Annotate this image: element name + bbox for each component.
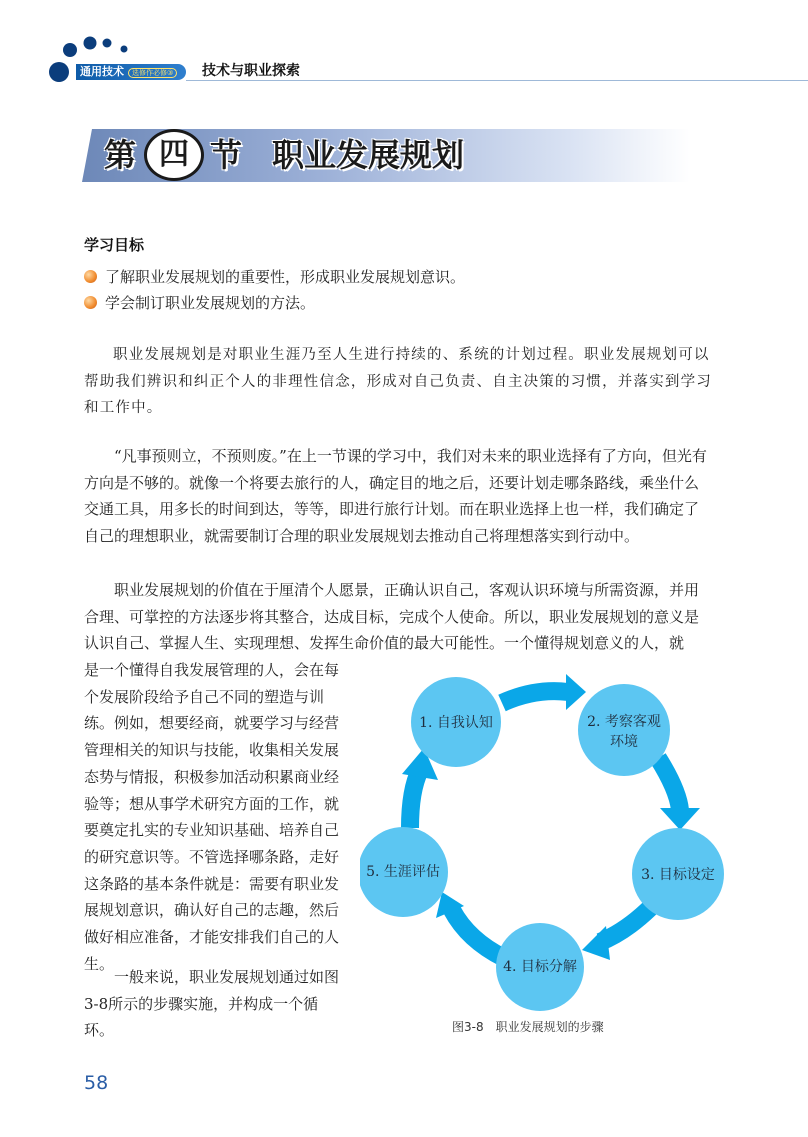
goal-item bbox=[84, 292, 315, 313]
diagram-node-2 bbox=[578, 684, 670, 776]
header-series bbox=[80, 64, 177, 81]
diagram-node-3 bbox=[632, 828, 724, 920]
header-book-title: 技术与职业探索 bbox=[202, 63, 300, 79]
header-series-sub: 选修作必修③ bbox=[128, 68, 177, 78]
node-label: 2. 考察客观 bbox=[587, 714, 661, 730]
arrow-2-to-3-head bbox=[660, 808, 700, 830]
arrow-2-to-3 bbox=[658, 758, 680, 810]
node-label: 1. 自我认知 bbox=[419, 715, 493, 731]
header-divider bbox=[186, 80, 808, 81]
cycle-diagram bbox=[360, 670, 730, 1015]
body-paragraph-2: 职业发展规划的价值在于厘清个人愿景，正确认识自己，客观认识环境与所需资源，并用合理、可掌控的方法逐步将其整合，达成目标，完成个人使命。所以，职业发展规划的意义是认识自己、掌握人生、实现理想、发挥生命价值的最大可能性。一个懂得规划意义的人，就 bbox=[84, 581, 700, 653]
goal-text: 了解职业发展规划的重要性，形成职业发展规划意识。 bbox=[105, 268, 466, 286]
header-series-title: 通用技术 bbox=[80, 65, 124, 78]
diagram-node-1 bbox=[411, 677, 501, 767]
page-number: 58 bbox=[84, 1072, 109, 1094]
banner-number: 四 bbox=[159, 137, 189, 172]
bullet-dot-icon bbox=[84, 296, 97, 309]
diagram-node-4 bbox=[496, 923, 584, 1011]
banner-suffix: 节 bbox=[210, 136, 243, 174]
node-label-line2: 环境 bbox=[610, 734, 638, 750]
goal-text: 学会制订职业发展规划的方法。 bbox=[105, 294, 316, 312]
intro-paragraph: 职业发展规划是对职业生涯乃至人生进行持续的、系统的计划过程。职业发展规划可以帮助我们辨识和纠正个人的非理性信念，形成对自己负责、自主决策的习惯，并落实到学习和工作中。 bbox=[84, 347, 712, 416]
node-label: 3. 目标设定 bbox=[641, 867, 715, 883]
body-paragraph-1: “凡事预则立，不预则废。”在上一节课的学习中，我们对未来的职业选择有了方向，但光有方向是不够的。就像一个将要去旅行的人，确定目的地之后，还要计划走哪条路线，乘坐什么交通工具，用多长的时间到达，等等，即进行旅行计划。而在职业选择上也一样，我们确定了自己的理想职业，就需要制订合理的职业发展规划去推动自己将理想落实到行动中。 bbox=[84, 447, 707, 546]
arrow-1-to-2-head bbox=[566, 674, 586, 710]
arrow-1-to-2 bbox=[502, 691, 568, 703]
arrow-3-to-4-head bbox=[582, 926, 610, 960]
arrow-4-to-5 bbox=[452, 910, 504, 958]
goal-item bbox=[84, 266, 465, 287]
section-banner bbox=[82, 129, 690, 182]
arrow-5-to-1 bbox=[410, 770, 420, 828]
section-title: 职业发展规划 bbox=[272, 136, 465, 174]
bullet-dot-icon bbox=[84, 270, 97, 283]
body-paragraph-3: 一般来说，职业发展规划通过如图3-8所示的步骤实施，并构成一个循环。 bbox=[84, 968, 340, 1040]
arrow-3-to-4 bbox=[600, 908, 650, 942]
banner-prefix: 第 bbox=[104, 136, 137, 174]
node-label: 4. 目标分解 bbox=[503, 959, 577, 975]
node-label: 5. 生涯评估 bbox=[366, 864, 440, 880]
goals-title: 学习目标 bbox=[84, 236, 145, 254]
body-paragraph-2-continued: 是一个懂得自我发展管理的人，会在每个发展阶段给予自己不同的塑造与训练。例如，想要经商，就要学习与经营管理相关的知识与技能，收集相关发展态势与情报，积极参加活动积累商业经验等；想从事学术研究方面的工作，就要奠定扎实的专业知识基础、培养自己的研究意识等。不管选择哪条路，走好这条路的基本条件就是：需要有职业发展规划意识，确认好自己的志趣，然后做好相应准备，才能安排我们自己的人生。 bbox=[84, 661, 340, 973]
diagram-node-5 bbox=[360, 827, 448, 917]
figure-caption: 图3-8 职业发展规划的步骤 bbox=[452, 1020, 604, 1034]
